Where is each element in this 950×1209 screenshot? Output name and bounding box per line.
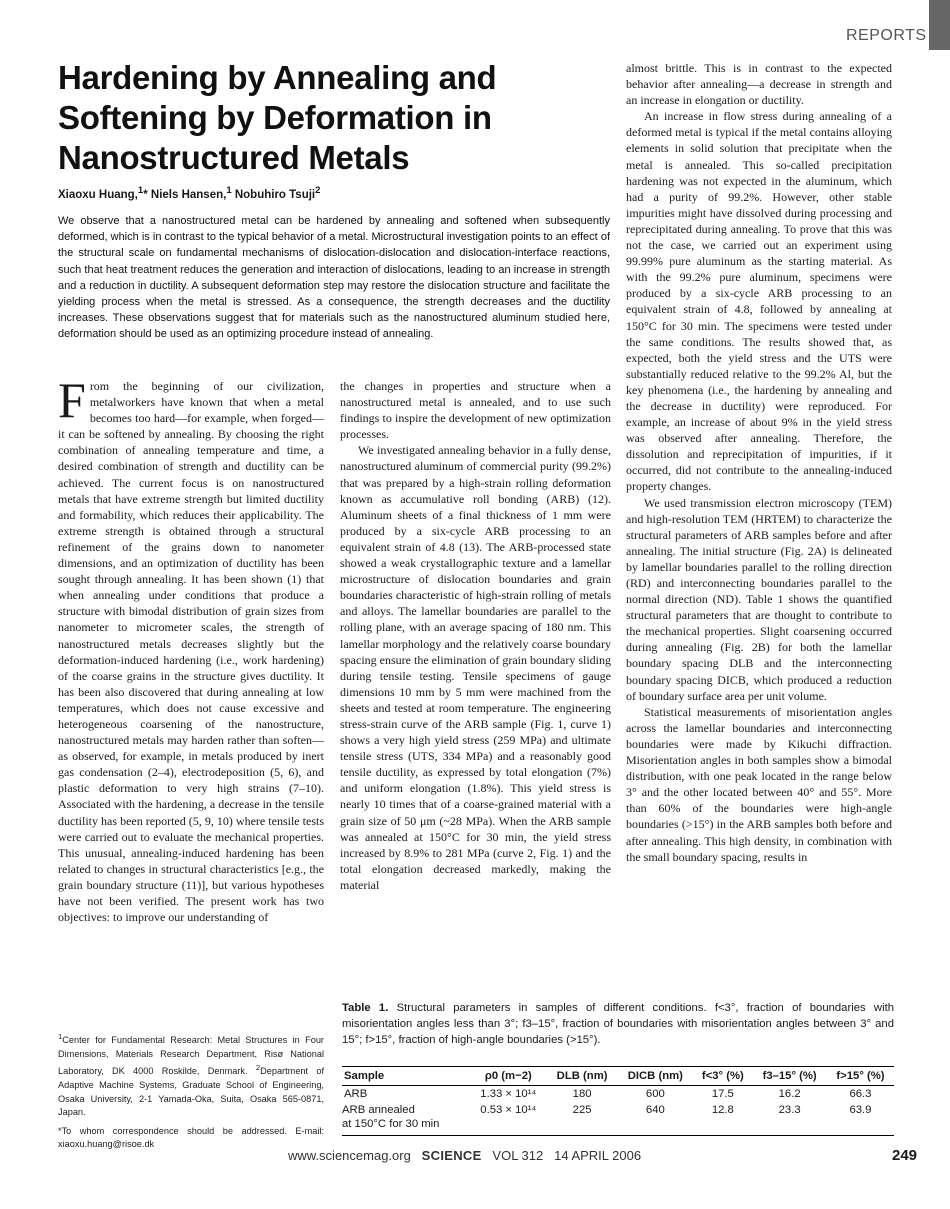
body-column-1 [58, 372, 324, 925]
table-cell: 600 [645, 1088, 665, 1100]
table-cell: 17.5 [711, 1088, 734, 1100]
table-cell: 16.2 [778, 1088, 801, 1100]
table-cell: ARB annealed at 150°C for 30 min [342, 1102, 470, 1136]
affiliations: $^1$Center for Fundamental Research: Metal Structures in Four Dimensions, Materials Research Department, Risø National Laboratory, DK 4000 Roskilde, Denmark. $^2$Department of Adaptive Machine Systems, Graduate School of Engineering, Osaka University, 2-1 Yamada-Oka, Suita, Osaka 565-0871, Japan. *To whom correspondence should be addressed. E-mail: xiaoxu.huang@risoe.dk [58, 1030, 324, 1157]
drop-cap: F [58, 372, 86, 428]
table-cell: 12.8 [693, 1102, 752, 1136]
journal-volume: VOL 312 [492, 1148, 544, 1163]
column-header: DICB (nm) [617, 1067, 693, 1086]
paragraph: We used transmission electron microscopy (TEM) and high-resolution TEM (HRTEM) to characterize the structural parameters of ARB samples before and after annealing. The initial structure (Fig. 2A) is delineated by lamellar boundaries parallel to the rolling direction (RD) and interconnecting boundaries parallel to the normal direction (ND). Table 1 shows the quantified structural parameters that are thought to contribute to the mechanical properties. Slight coarsening occurred during annealing (Fig. 2B) for both the lamellar boundary spacing DLB and the interconnecting boundary spacing DICB, which produced a reduction of boundary surface area per unit volume. [626, 495, 892, 703]
table-cell: 180 [572, 1088, 592, 1100]
column-header: f3–15° (%) [752, 1067, 827, 1086]
table-cell: 0.53 × 10¹⁴ [470, 1102, 547, 1136]
paragraph: We investigated annealing behavior in a fully dense, nanostructured aluminum of commercial purity (99.2%) that was prepared by a high-strain rolling deformation known as accumulative roll bonding (ARB) (12). Aluminum sheets of a final thickness of 1 mm were produced by a six-cycle ARB processing to an equivalent strain of 4.8 (13). The ARB-processed state showed a weak crystallographic texture and a lamellar microstructure of dislocation boundaries and grain boundaries characteristic of high-strain rolling of metals and alloys. The lamellar boundaries are parallel to the rolling plane, with an average spacing of 180 nm. This lamellar morphology and the relatively coarse boundary spacing ensure the elimination of grain boundary sliding during tensile testing. Tensile specimens of gauge dimensions 10 mm by 5 mm were machined from the sheets and tested at room temperature. The engineering stress-strain curve of the ARB sample (Fig. 1, curve 1) shows a very high yield stress (259 MPa) and ultimate tensile stress (UTS, 334 MPa) and a reasonably good tensile ductility, as expressed by total elongation (7%) and uniform elongation (1.8%). This yield stress is nearly 10 times that of a coarse-grained material with a grain size of 50 μm (~28 MPa). When the ARB sample was annealed at 150°C for 30 min, the yield stress increased by 8.9% to 281 MPa (curve 2, Fig. 1) and the total elongation decreased markedly, making the material [340, 443, 611, 892]
column-header: DLB (nm) [547, 1067, 617, 1086]
journal-name: SCIENCE [421, 1148, 482, 1163]
table-cell: 63.9 [827, 1102, 894, 1136]
paragraph: rom the beginning of our civilization, metalworkers have known that when a metal becomes too hard—for example, when forged—it can be softened by annealing. By choosing the right combination of annealing temperature and time, a desired combination of strength and ductility can be achieved. The current focus is on nanostructured metals that have extreme strength but limited ductility and formability, which reduces their applicability. The extreme strength is obtained through a structural refinement of the grains down to nanometer dimensions, and an optimization of ductility has been sought through annealing. It has been shown (1) that when annealing under conditions that produce a structure with bimodal distribution of grain sizes from nanometer to micrometer scales, the strength of nanostructured metals decreases slightly but the deformation-induced hardening (i.e., work hardening) of the coarse grains in the structure gives ductility. It has been also discovered that during annealing at low temperatures, which does not cause excessive and heterogeneous coarsening of the nanostructure, nanostructured metals may harden rather than soften—as observed, for example, in metals produced by inert gas condensation (2–4), electrodeposition (5, 6), and plastic deformation to very high strains (7–10). Associated with the hardening, a decrease in the tensile ductility has been reported (5, 9, 10) where tensile tests were carried out to evaluate the mechanical properties. This unusual, annealing-induced hardening has been related to changes in structural characteristics [e.g., the grain boundary structure (11)], but various hypotheses have not been verified. The present work has two objectives: to improve our understanding of [58, 379, 324, 925]
author-list: Xiaoxu Huang,$^1$* Niels Hansen,$^1$ Nobuhiro Tsuji$^2$ [58, 185, 321, 201]
section-label: REPORTS [846, 27, 927, 44]
table-header-row [342, 1067, 894, 1086]
author-name: Niels Hansen, [150, 188, 227, 201]
journal-url: www.sciencemag.org [288, 1148, 411, 1163]
table-caption [342, 1000, 894, 1048]
table-caption-text: Structural parameters in samples of different conditions. f<3°, fraction of boundaries with misorientation angles less than 3°; f3–15°, fraction of boundaries with misorientation angles between 3° and 15°; f>15°, fraction of high-angle boundaries (>15°). [342, 1002, 894, 1046]
table-cell: 1.33 × 10¹⁴ [480, 1088, 537, 1100]
section-marker-bar [929, 0, 950, 50]
author-name: Nobuhiro Tsuji [234, 188, 316, 201]
table-row [342, 1102, 894, 1136]
paragraph: almost brittle. This is in contrast to the expected behavior after annealing—a decrease in strength and an increase in elongation or ductility. [626, 61, 892, 108]
paragraph: the changes in properties and structure when a nanostructured metal is annealed, and to use such findings to inspire the development of new optimization processes. [340, 379, 611, 442]
table-cell: ARB [344, 1088, 368, 1100]
paragraph: Statistical measurements of misorientation angles across the lamellar boundaries and interconnecting boundaries were made by Kikuchi diffraction. Misorientation angles in both samples show a bimodal distribution, with one peak located in the range below 3° and the other located between 40° and 55°. More than 60% of the boundaries were high-angle boundaries (>15°) in the ARB samples both before and after annealing. This high density, in combination with the small boundary spacing, results in [626, 704, 892, 864]
column-header: ρ0 (m−2) [470, 1067, 547, 1086]
body-column-2 [340, 378, 611, 893]
abstract: We observe that a nanostructured metal can be hardened by annealing and softened when subsequently deformed, which is in contrast to the typical behavior of a metal. Microstructural investigation points to an effect of the structural scale on fundamental mechanisms of dislocation-dislocation and dislocation-interface reactions, such that heat treatment reduces the generation and interaction of dislocations, leading to an increase in strength and a reduction in ductility. A subsequent deformation step may restore the dislocation structure and facilitate the yielding process when the metal is stressed. As a consequence, the strength decreases and the ductility increases. These observations suggest that for materials such as the nanostructured aluminum studied here, deformation should be used as an optimizing procedure instead of annealing. [58, 215, 610, 341]
affiliation: Department of Adaptive Machine Systems, Graduate School of Engineering, Osaka University, 2-1 Yamada-Oka, Suita, Osaka 565-0871, Japan. [58, 1066, 324, 1118]
paragraph: An increase in flow stress during annealing of a deformed metal is typical if the metal contains alloying elements in solid solution that precipitate when the metal is annealed. This so-called precipitation hardening was not expected in the aluminum, which had a purity of 99.2%. However, other stable impurities might have dissolved during processing and reprecipitated during annealing. To prove that this was not the case, we carried out an experiment using 99.99% pure aluminum as the starting material. As with the 99.2% pure aluminum, specimens were produced by a six-cycle ARB processing to an equivalent strain of 4.8, followed by annealing at 150°C for 30 min. The specimens were tested under the same conditions. The results showed that, as expected, both the yield stress and the UTS were substantially reduced relative to the 99.2% Al, but the key phenomena (i.e., the hardening by annealing and the decrease in ductility) were reproduced. For example, an increase of about 9% in the yield stress was observed after annealing. Therefore, the dissolution and reprecipitation of impurities, if it occurred, did not contribute to the annealing-induced property changes. [626, 109, 892, 494]
table-cell: 640 [617, 1102, 693, 1136]
author-name: Xiaoxu Huang, [58, 188, 138, 201]
correspondence-note: *To whom correspondence should be addressed. E-mail: xiaoxu.huang@risoe.dk [58, 1125, 324, 1150]
affiliation: Center for Fundamental Research: Metal Structures in Four Dimensions, Materials Research Department, Risø National Laboratory, DK 4000 Roskilde, Denmark. [58, 1035, 324, 1077]
table-cell: 225 [547, 1102, 617, 1136]
page-number: 249 [892, 1147, 918, 1164]
article-title: Hardening by Annealing and Softening by Deformation in Nanostructured Metals [58, 59, 497, 176]
table-cell: 23.3 [752, 1102, 827, 1136]
table-cell: 66.3 [849, 1088, 872, 1100]
table-row [342, 1086, 894, 1103]
table-label: Table 1. [342, 1002, 389, 1014]
column-header: f>15° (%) [827, 1067, 894, 1086]
page-footer [288, 1148, 641, 1163]
structural-parameters-table [342, 1066, 894, 1136]
column-header: Sample [342, 1067, 470, 1086]
body-column-3 [626, 60, 892, 865]
column-header: f<3° (%) [693, 1067, 752, 1086]
issue-date: 14 APRIL 2006 [554, 1148, 642, 1163]
